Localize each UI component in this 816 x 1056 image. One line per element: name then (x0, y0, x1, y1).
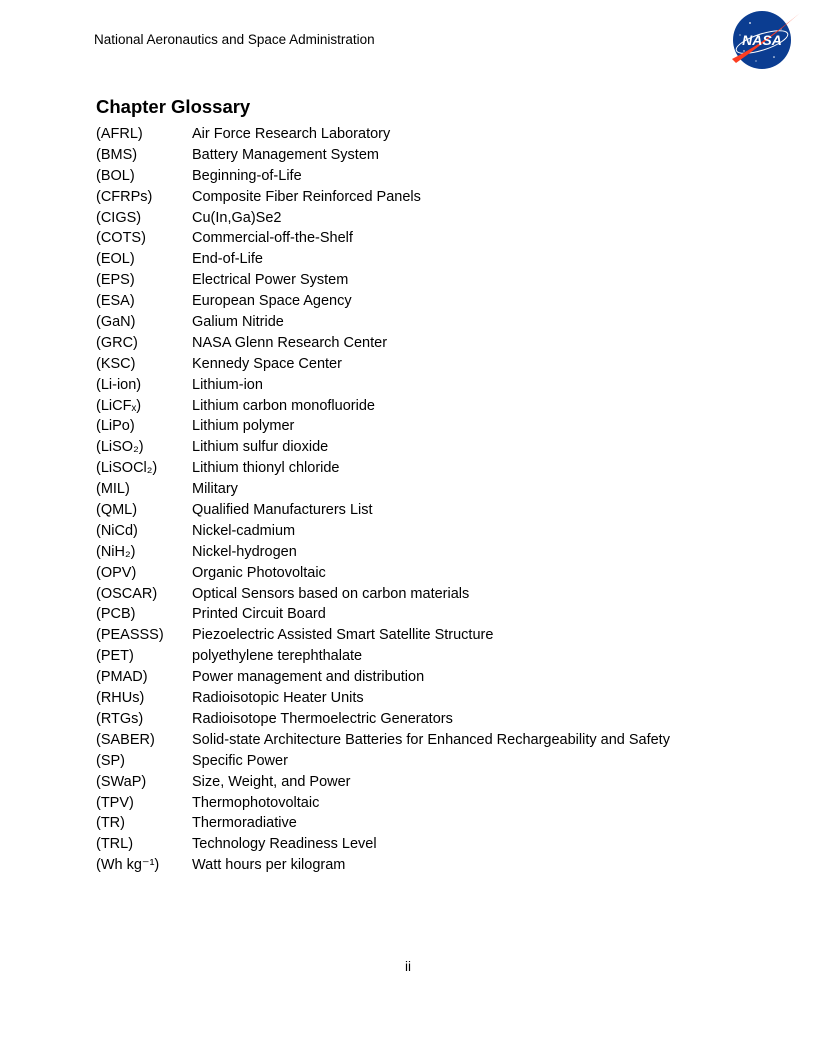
glossary-definition: Thermoradiative (192, 815, 297, 832)
glossary-definition: Technology Readiness Level (192, 836, 377, 853)
glossary-abbreviation: (SWaP) (96, 773, 147, 790)
glossary-abbreviation: (EOL) (96, 251, 135, 268)
glossary-abbreviation: (BOL) (96, 167, 135, 184)
glossary-abbreviation: (CFRPs) (96, 188, 153, 205)
glossary-abbreviation: (RTGs) (96, 710, 144, 727)
glossary-abbreviation: (QML) (96, 502, 138, 519)
glossary-definition: Power management and distribution (192, 669, 425, 686)
glossary-abbreviation: (TRL) (96, 836, 134, 853)
glossary-abbreviation: (GaN) (96, 314, 136, 331)
glossary-definition: Organic Photovoltaic (192, 564, 326, 581)
glossary-abbreviation: (PMAD) (96, 669, 148, 686)
glossary-definition: Nickel-hydrogen (192, 543, 297, 560)
glossary-definition: Lithium carbon monofluoride (192, 397, 375, 414)
glossary-abbreviation: (PEASSS) (96, 627, 164, 644)
glossary-definition: NASA Glenn Research Center (192, 334, 388, 351)
glossary-abbreviation: (AFRL) (96, 126, 143, 142)
glossary-definition: Lithium thionyl chloride (192, 460, 340, 477)
glossary-definition: Qualified Manufacturers List (192, 502, 373, 519)
glossary-abbreviation: (PET) (96, 648, 134, 665)
glossary-definition: Air Force Research Laboratory (192, 126, 391, 142)
glossary-abbreviation: (LiSO₂) (96, 439, 144, 456)
glossary-definition: polyethylene terephthalate (192, 648, 363, 665)
glossary-definition: Composite Fiber Reinforced Panels (192, 188, 421, 205)
glossary-abbreviation: (GRC) (96, 334, 138, 351)
glossary-definition: Optical Sensors based on carbon materials (192, 585, 470, 602)
glossary-definition: Beginning-of-Life (192, 167, 302, 184)
glossary-definition: Radioisotopic Heater Units (192, 690, 364, 707)
glossary-abbreviation: (RHUs) (96, 690, 145, 707)
glossary-definition: Lithium-ion (192, 376, 263, 393)
header-organization: National Aeronautics and Space Administration (94, 32, 375, 47)
glossary-abbreviation: (Li-ion) (96, 376, 142, 393)
glossary-definition: End-of-Life (192, 251, 263, 268)
glossary-definition: Thermophotovoltaic (192, 794, 320, 811)
glossary-abbreviation: (NiH₂) (96, 543, 136, 560)
glossary-abbreviation: (TPV) (96, 794, 134, 811)
glossary-definition: Kennedy Space Center (192, 355, 342, 372)
glossary-definition: Galium Nitride (192, 314, 284, 331)
glossary-definition: Size, Weight, and Power (192, 773, 351, 790)
glossary-abbreviation: (PCB) (96, 606, 136, 623)
glossary-abbreviation: (OPV) (96, 564, 137, 581)
glossary-definition: Nickel-cadmium (192, 522, 296, 539)
glossary-definition: Specific Power (192, 752, 288, 769)
glossary-definition: Printed Circuit Board (192, 606, 326, 623)
glossary-abbreviation: (LiPo) (96, 418, 135, 435)
glossary-definition: Electrical Power System (192, 272, 349, 289)
glossary-definition: Lithium polymer (192, 418, 295, 435)
glossary-abbreviation: (LiSOCl₂) (96, 460, 158, 477)
glossary-definition: European Space Agency (192, 293, 352, 310)
glossary-abbreviation: (EPS) (96, 272, 135, 289)
glossary-definition: Piezoelectric Assisted Smart Satellite Structure (192, 627, 494, 644)
nasa-logo (726, 9, 802, 73)
glossary-abbreviation: (CIGS) (96, 209, 142, 226)
glossary-title: Chapter Glossary (96, 96, 251, 117)
glossary-abbreviation: (KSC) (96, 355, 136, 372)
glossary-abbreviation: (NiCd) (96, 522, 138, 539)
glossary-abbreviation: (OSCAR) (96, 585, 158, 602)
glossary-abbreviation: (MIL) (96, 481, 130, 498)
glossary-abbreviation: (ESA) (96, 293, 135, 310)
glossary-definition: Commercial-off-the-Shelf (192, 230, 353, 247)
glossary-definition: Solid-state Architecture Batteries for Enhanced Rechargeability and Safety (192, 731, 670, 748)
nasa-logo-text: NASA (742, 32, 782, 48)
glossary-abbreviation: (COTS) (96, 230, 146, 247)
glossary-definition: Cu(In,Ga)Se2 (192, 209, 282, 226)
glossary-definition: Battery Management System (192, 146, 379, 163)
glossary-abbreviation: (Wh kg⁻¹) (96, 857, 160, 874)
glossary-abbreviation: (LiCFₓ) (96, 397, 142, 414)
glossary-definition: Lithium sulfur dioxide (192, 439, 329, 456)
glossary-definition: Radioisotope Thermoelectric Generators (192, 710, 453, 727)
glossary-abbreviation: (SABER) (96, 731, 155, 748)
glossary-definition: Military (192, 481, 238, 498)
glossary-abbreviation: (BMS) (96, 146, 138, 163)
page-number: ii (405, 959, 411, 974)
glossary-definition: Watt hours per kilogram (192, 857, 346, 874)
glossary-abbreviation: (SP) (96, 752, 125, 769)
glossary-abbreviation: (TR) (96, 815, 125, 832)
